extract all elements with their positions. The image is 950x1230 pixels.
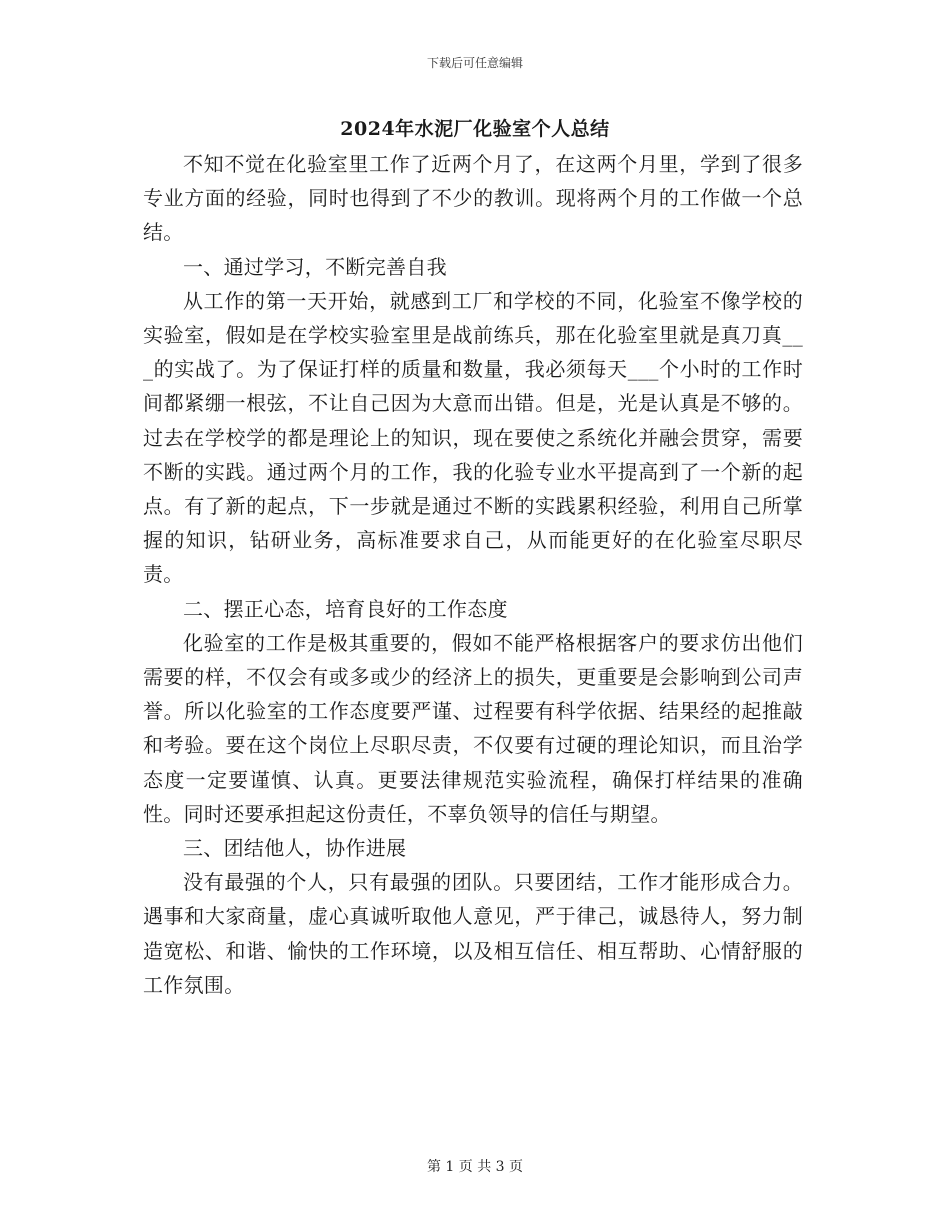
section-heading-2: 二、摆正心态，培育良好的工作态度 <box>183 596 508 621</box>
section-heading-1: 一、通过学习，不断完善自我 <box>183 254 447 279</box>
header-note: 下载后可任意编辑 <box>426 56 523 70</box>
section-heading-3: 三、团结他人，协作进展 <box>183 836 407 861</box>
section-1-paragraph: 从工作的第一天开始，就感到工厂和学校的不同，化验室不像学校的实验室，假如是在学校实验室里是战前练兵，那在化验室里就是真刀真___的实战了。为了保证打样的质量和数量，我必须每天___个小时的工作时间都紧绷一根弦，不让自己因为大意而出错。但是，光是认真是不够的。过去在学校学的都是理论上的知识，现在要使之系统化并融会贯穿，需要不断的实践。通过两个月的工作，我的化验专业水平提高到了一个新的起点。有了新的起点，下一步就是通过不断的实践累积经验，利用自己所掌握的知识，钻研业务，高标准要求自己，从而能更好的在化验室尽职尽责。 <box>143 288 803 587</box>
document-body <box>143 147 803 1002</box>
section-2-paragraph: 化验室的工作是极其重要的，假如不能严格根据客户的要求仿出他们需要的样，不仅会有或多或少的经济上的损失，更重要是会影响到公司声誉。所以化验室的工作态度要严谨、过程要有科学依据、结果经的起推敲和考验。要在这个岗位上尽职尽责，不仅要有过硬的理论知识，而且治学态度一定要谨慎、认真。更要法律规范实验流程，确保打样结果的准确性。同时还要承担起这份责任，不辜负领导的信任与期望。 <box>143 630 803 826</box>
document-title: 2024年水泥厂化验室个人总结 <box>340 118 610 140</box>
section-3-paragraph: 没有最强的个人，只有最强的团队。只要团结，工作才能形成合力。遇事和大家商量，虚心真诚听取他人意见，严于律己，诚恳待人，努力制造宽松、和谐、愉快的工作环境，以及相互信任、相互帮助、心情舒服的工作氛围。 <box>143 870 803 997</box>
intro-paragraph: 不知不觉在化验室里工作了近两个月了，在这两个月里，学到了很多专业方面的经验，同时也得到了不少的教训。现将两个月的工作做一个总结。 <box>143 152 803 245</box>
page-footer: 第 1 页 共 3 页 <box>426 1159 524 1175</box>
